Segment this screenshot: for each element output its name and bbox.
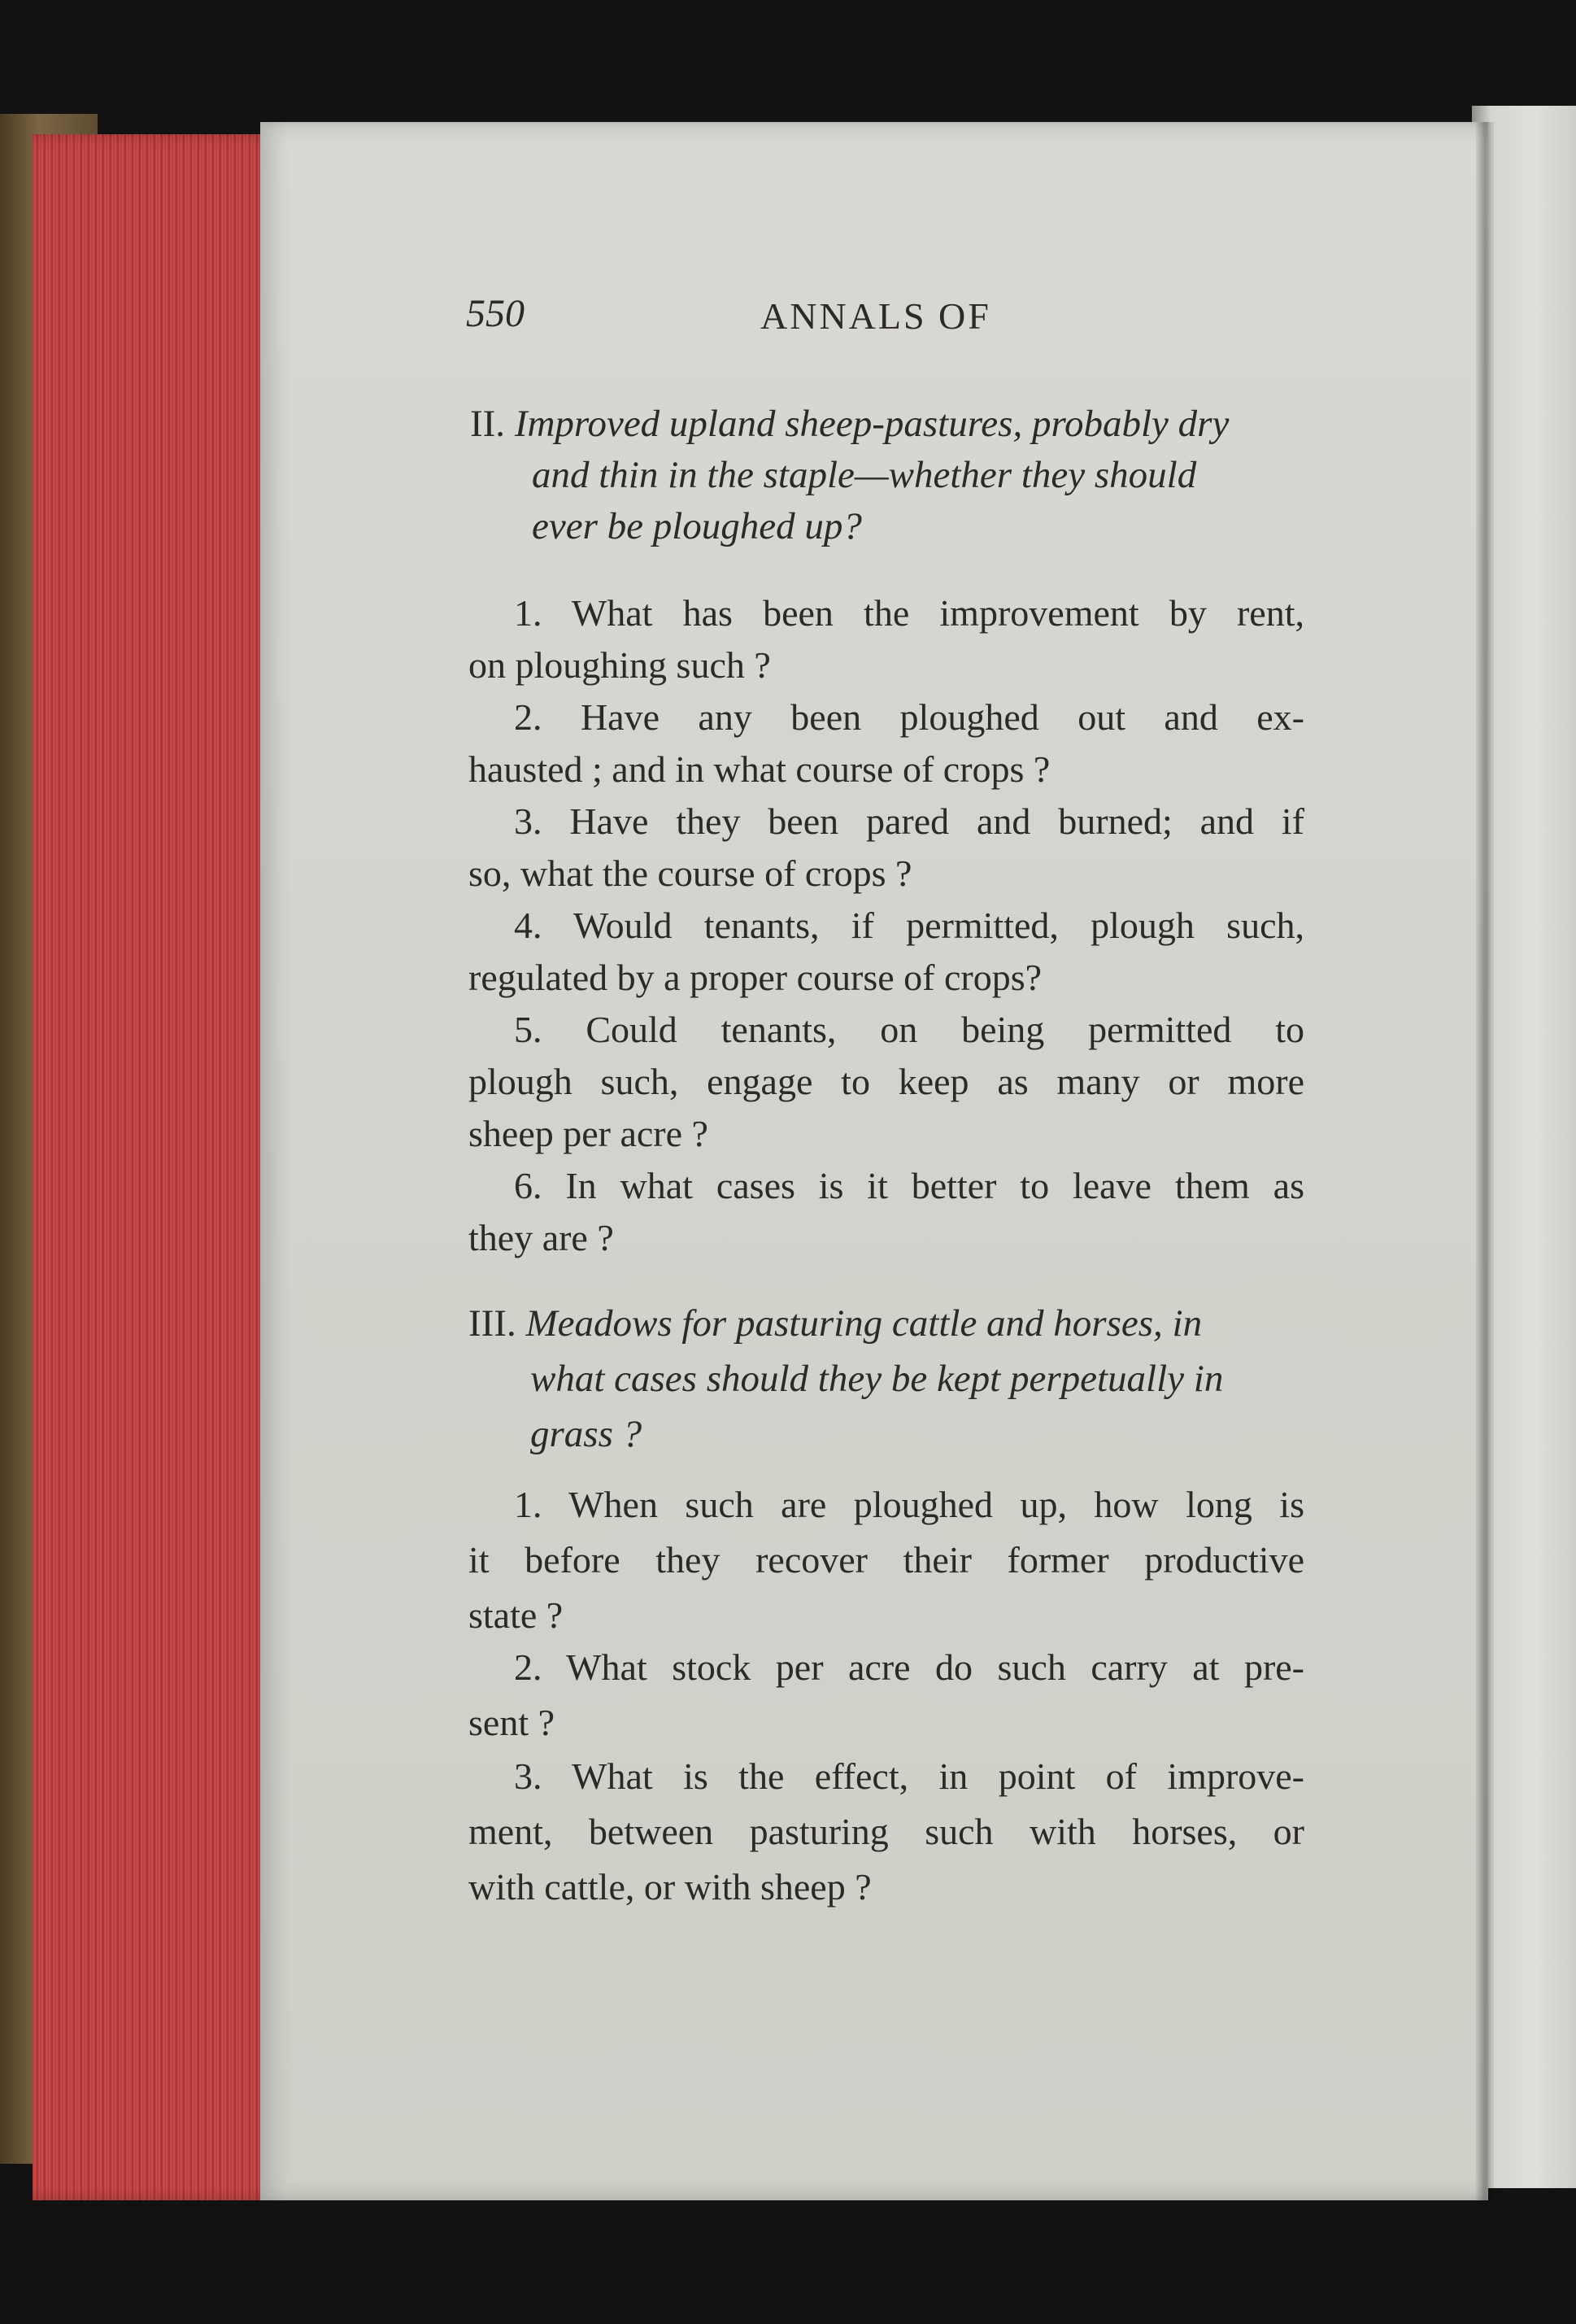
section-2-question-line: 3. Have they been pared and burned; and if [514, 800, 1304, 842]
section-3-heading-text-1: Meadows for pasturing cattle and horses, in [525, 1302, 1203, 1345]
section-2-heading-line-1 [470, 399, 1229, 450]
section-3-question-line: with cattle, or with sheep ? [468, 1866, 872, 1908]
section-2-numeral: II. [470, 403, 506, 445]
section-2-question-line: they are ? [468, 1217, 614, 1258]
section-3-heading-line-2: what cases should they be kept perpetually in [530, 1358, 1224, 1400]
section-2-question-line: regulated by a proper course of crops? [468, 957, 1043, 998]
section-2-question-line: sheep per acre ? [468, 1113, 708, 1154]
section-3-question-line: it before they recover their former productive [468, 1539, 1304, 1581]
section-3-question-line: state ? [468, 1594, 564, 1636]
section-2-question-line: 1. What has been the improvement by rent, [514, 592, 1304, 634]
page-number: 550 [466, 292, 525, 335]
section-2-question-line: 2. Have any been ploughed out and ex- [514, 696, 1304, 738]
section-3-question-line: 1. When such are ploughed up, how long is [514, 1484, 1304, 1525]
section-2-question-line: hausted ; and in what course of crops ? [468, 748, 1051, 790]
section-3-heading-line-1 [468, 1298, 1202, 1349]
section-2-question-line: 4. Would tenants, if permitted, plough such, [514, 905, 1304, 946]
section-2-question-line: plough such, engage to keep as many or more [468, 1061, 1304, 1102]
book-gutter [1476, 122, 1494, 2200]
section-3-question-line: 3. What is the effect, in point of improve- [514, 1755, 1304, 1797]
section-2-heading-text-1: Improved upland sheep-pastures, probably dry [514, 403, 1230, 445]
section-2-question-line: on ploughing such ? [468, 644, 771, 686]
section-3-question-line: 2. What stock per acre do such carry at pre- [514, 1646, 1304, 1688]
red-page-edges [33, 134, 276, 2200]
section-2-heading-line-3: ever be ploughed up? [532, 505, 862, 547]
section-3-numeral: III. [468, 1302, 516, 1345]
running-title: ANNALS OF [760, 295, 991, 337]
section-2-question-line: so, what the course of crops ? [468, 852, 912, 894]
section-3-heading-line-3: grass ? [530, 1413, 642, 1455]
section-2-question-line: 5. Could tenants, on being permitted to [514, 1009, 1304, 1050]
section-3-question-line: sent ? [468, 1702, 555, 1743]
section-2-heading-line-2: and thin in the staple—whether they should [532, 454, 1197, 496]
section-2-question-line: 6. In what cases is it better to leave them as [514, 1165, 1304, 1206]
section-3-question-line: ment, between pasturing such with horses, or [468, 1811, 1304, 1852]
